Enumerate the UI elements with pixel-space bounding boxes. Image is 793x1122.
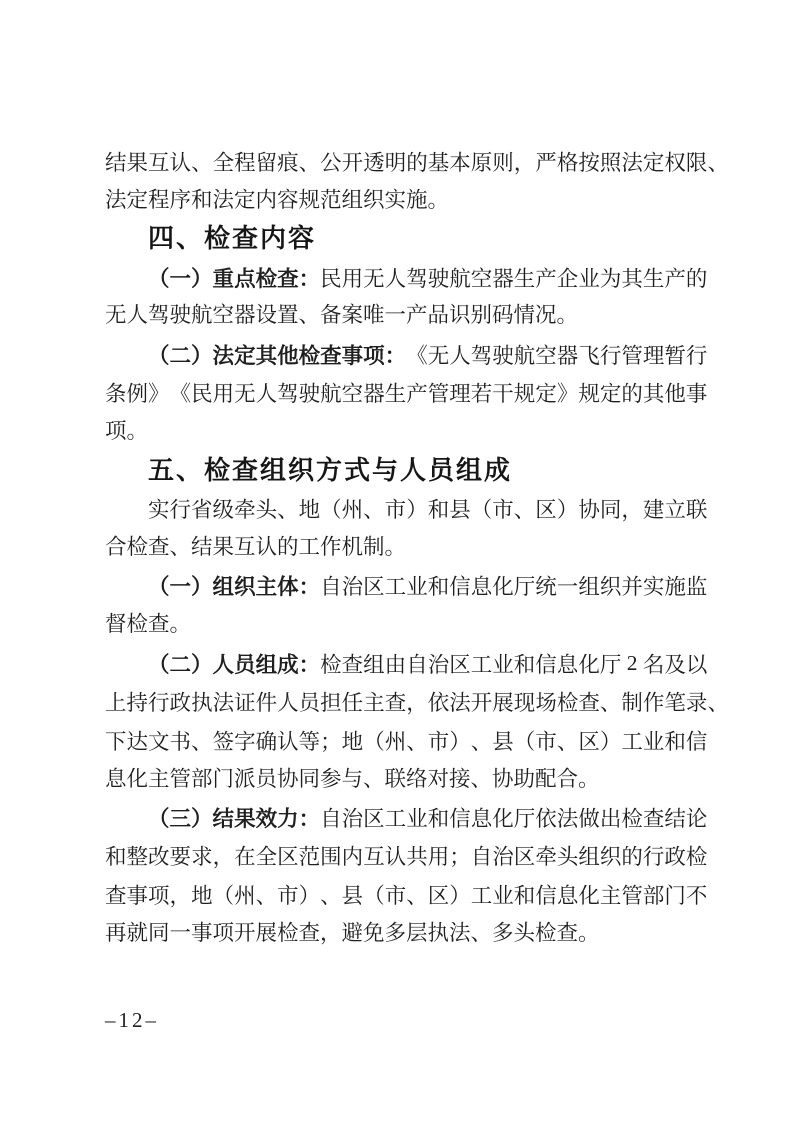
text-line: （ 二 ） 法 定 其 他 检 查 事 项 ： 《 无 人 驾 驶 航 空 器 飞 行 管 理 暂 行 xyxy=(148,343,708,368)
text-line: 查 事 项 ， 地 （ 州 、 市 ） 、 县 （ 市 、 区 ） 工 业 和 信 息 化 主 管 部 门 不 xyxy=(105,884,708,909)
section-heading-line: 四、检查内容 xyxy=(148,223,317,254)
text-line: 下 达 文 书 、 签 字 确 认 等 ； 地 （ 州 、 市 ） 、 县 （ 市 、 区 ） 工 业 和 信 xyxy=(105,729,708,754)
text-line: （ 一 ） 组 织 主 体 ： 自 治 区 工 业 和 信 息 化 厅 统 一 组 织 并 实 施 监 xyxy=(148,575,708,600)
text-line: 实 行 省 级 牵 头 、 地 （ 州 、 市 ） 和 县 （ 市 、 区 ） 协 同 ， 建 立 联 xyxy=(148,498,708,523)
text-line: 结 果 互 认 、 全 程 留 痕 、 公 开 透 明 的 基 本 原 则 ， 严 格 按 照 法 定 权 限 、 xyxy=(105,150,729,175)
text-line: 合检查、结果互认的工作机制。 xyxy=(105,534,407,559)
text-line: 无人驾驶航空器设置、备案唯一产品识别码情况。 xyxy=(105,303,579,328)
text-line: 息化主管部门派员协同参与、联络对接、协助配合。 xyxy=(105,766,600,791)
text-line: 法定程序和法定内容规范组织实施。 xyxy=(105,187,450,212)
text-line: 和 整 改 要 求 ， 在 全 区 范 围 内 互 认 共 用 ； 自 治 区 牵 头 组 织 的 行 政 检 xyxy=(105,845,708,870)
text-line: 上 持 行 政 执 法 证 件 人 员 担 任 主 查 ， 依 法 开 展 现 场 检 查 、 制 作 笔 录 、 xyxy=(105,691,729,716)
text-line: 项。 xyxy=(105,419,149,444)
page-number: –12– xyxy=(105,1008,159,1032)
text-line: （ 二 ） 人 员 组 成 ： 检 查 组 由 自 治 区 工 业 和 信 息 化 厅 2 名 及 以 xyxy=(148,650,708,677)
text-line: 再就同一事项开展检查，避免多层执法、多头检查。 xyxy=(105,920,600,945)
text-line: （ 三 ） 结 果 效 力 ： 自 治 区 工 业 和 信 息 化 厅 依 法 做 出 检 查 结 论 xyxy=(148,806,708,831)
document-content xyxy=(105,142,729,952)
text-line: （ 一 ） 重 点 检 查 ： 民 用 无 人 驾 驶 航 空 器 生 产 企 业 为 其 生 产 的 xyxy=(148,266,708,291)
section-heading-line: 五、检查组织方式与人员组成 xyxy=(148,454,513,485)
text-line: 督检查。 xyxy=(105,612,192,637)
text-line: 条 例 》 《 民 用 无 人 驾 驶 航 空 器 生 产 管 理 若 干 规 定 》 规 定 的 其 他 事 xyxy=(105,382,708,407)
